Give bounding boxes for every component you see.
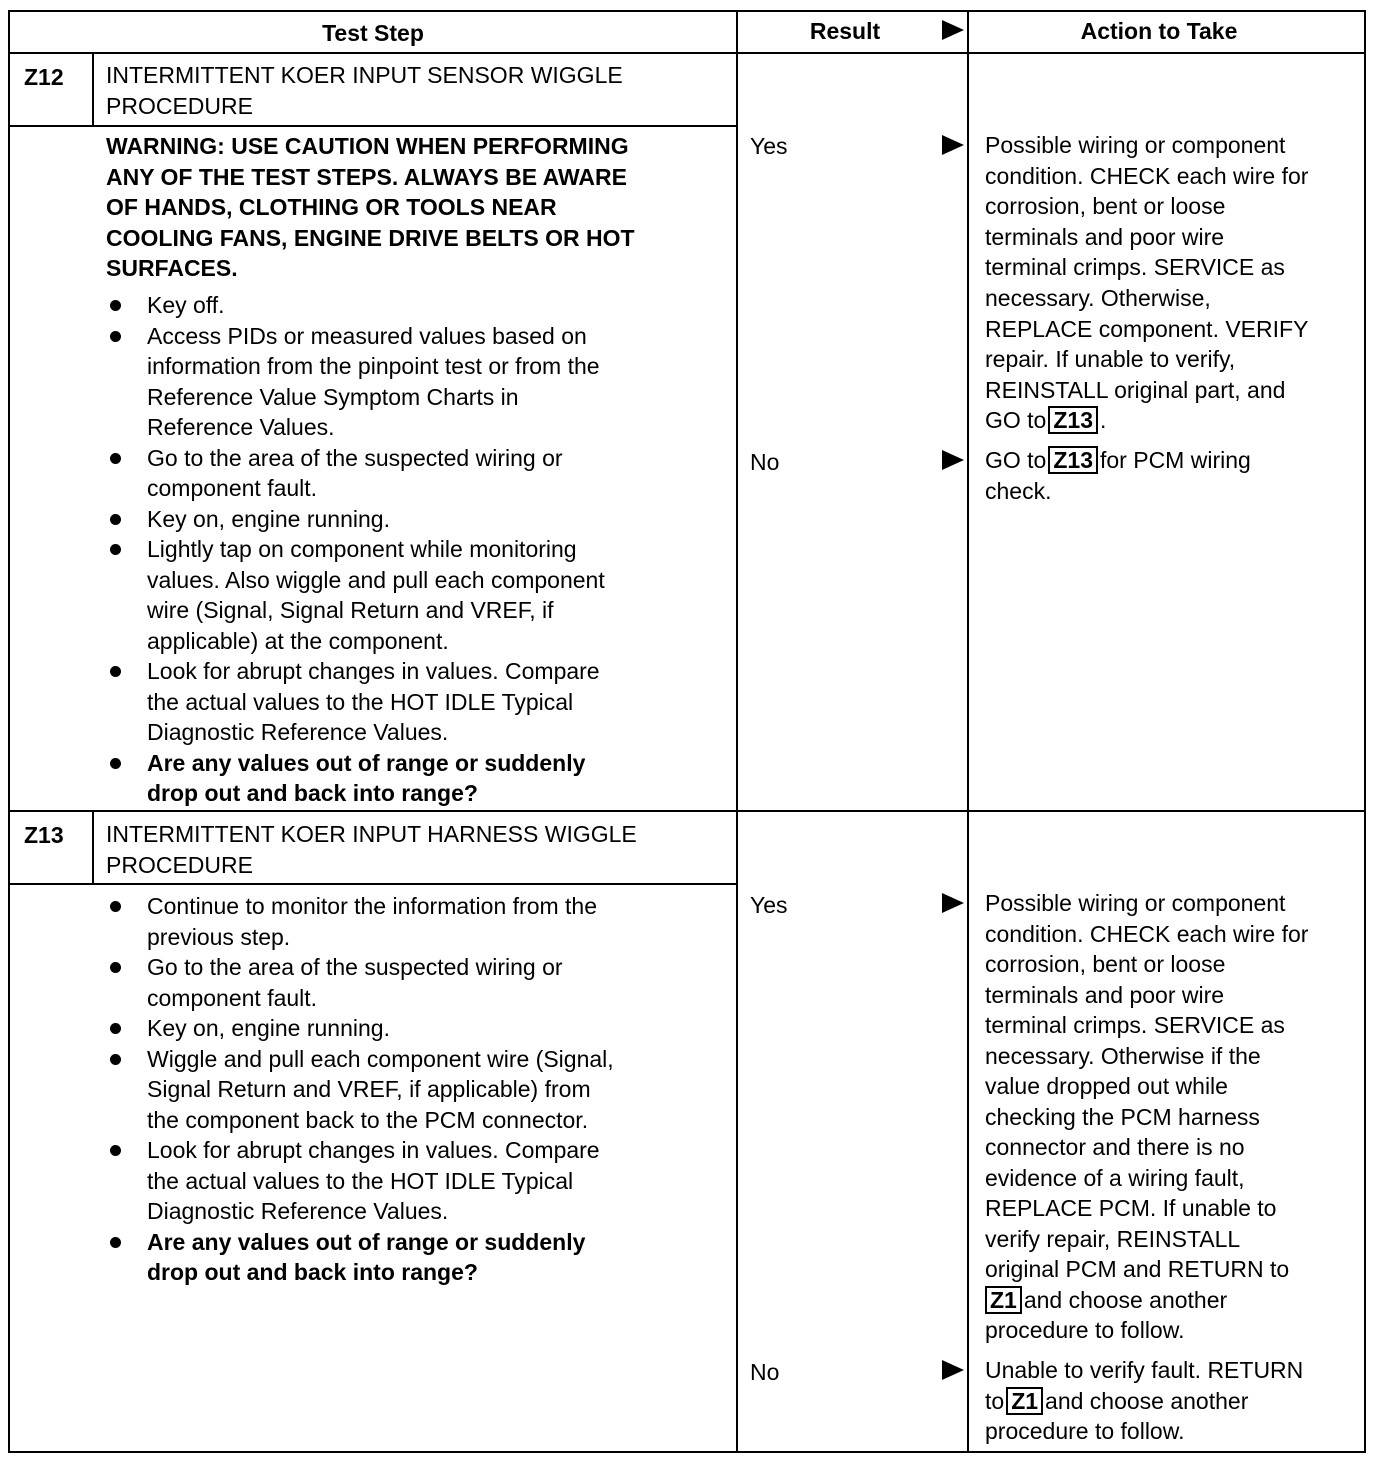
bullet-icon bbox=[110, 300, 121, 311]
header-test-step: Test Step bbox=[322, 20, 424, 46]
z12-result-no: No bbox=[750, 449, 780, 475]
z12-yes-goto-post: . bbox=[1100, 407, 1107, 433]
z13-title-line2: PROCEDURE bbox=[106, 852, 253, 878]
z12-no-action-post: for PCM wiring bbox=[1100, 447, 1251, 473]
text-line: checking the PCM harness bbox=[985, 1103, 1260, 1130]
bullet-text: component fault. bbox=[147, 984, 318, 1011]
z13-yes-arrow-icon bbox=[942, 893, 964, 913]
bullet-text: Key off. bbox=[147, 292, 225, 318]
text-line: evidence of a wiring fault, bbox=[985, 1164, 1245, 1191]
bullet-icon bbox=[110, 1237, 121, 1248]
bullet-text: previous step. bbox=[147, 923, 291, 950]
text-line: WARNING: USE CAUTION WHEN PERFORMING bbox=[106, 133, 629, 159]
text-line: necessary. Otherwise, bbox=[985, 285, 1211, 311]
step-id-z12: Z12 bbox=[24, 64, 64, 90]
bullet-text: Continue to monitor the information from the bbox=[147, 893, 598, 919]
z13-no-ref-z1[interactable]: Z1 bbox=[1006, 1387, 1043, 1415]
header-action: Action to Take bbox=[1080, 18, 1238, 44]
text-line: terminal crimps. SERVICE as bbox=[985, 254, 1285, 281]
text-line: verify repair, REINSTALL bbox=[985, 1225, 1241, 1252]
text-line: connector and there is no bbox=[985, 1134, 1245, 1160]
header-result: Result bbox=[809, 18, 881, 44]
text-line: ANY OF THE TEST STEPS. ALWAYS BE AWARE bbox=[106, 163, 627, 190]
z12-no-ref-z13[interactable]: Z13 bbox=[1048, 446, 1098, 474]
z13-yes-ref-line bbox=[983, 1285, 1227, 1316]
bullet-icon bbox=[110, 514, 121, 525]
text-line: value dropped out while bbox=[985, 1073, 1228, 1099]
z12-no-arrow-icon bbox=[942, 450, 964, 470]
bullet-text: Reference Value Symptom Charts in bbox=[147, 383, 519, 410]
z12-no-action-line1 bbox=[985, 445, 1251, 476]
bullet-icon bbox=[110, 758, 121, 769]
text-line: OF HANDS, CLOTHING OR TOOLS NEAR bbox=[106, 194, 557, 221]
bullet-text: Diagnostic Reference Values. bbox=[147, 719, 449, 745]
z13-result-yes: Yes bbox=[750, 892, 788, 918]
z13-yes-ref-z1[interactable]: Z1 bbox=[985, 1286, 1022, 1314]
bullet-text: Reference Values. bbox=[147, 414, 335, 440]
z12-title-line1: INTERMITTENT KOER INPUT SENSOR WIGGLE bbox=[106, 62, 623, 88]
bullet-text: Key on, engine running. bbox=[147, 505, 390, 532]
text-line: SURFACES. bbox=[106, 255, 238, 282]
z12-no-action-text: GO to bbox=[985, 447, 1047, 473]
text-line: Possible wiring or component bbox=[985, 890, 1286, 916]
z12-title-line2: PROCEDURE bbox=[106, 93, 253, 119]
z12-yes-ref-z13[interactable]: Z13 bbox=[1048, 406, 1098, 434]
text-line: Possible wiring or component bbox=[985, 132, 1286, 158]
bullet-text: information from the pinpoint test or from the bbox=[147, 353, 600, 379]
z12-result-yes: Yes bbox=[750, 133, 788, 159]
text-line: terminal crimps. SERVICE as bbox=[985, 1012, 1285, 1038]
text-line: condition. CHECK each wire for bbox=[985, 920, 1309, 947]
text-line: corrosion, bent or loose bbox=[985, 951, 1226, 977]
bullet-text: Lightly tap on component while monitoring bbox=[147, 536, 577, 562]
bullet-text: Look for abrupt changes in values. Compare bbox=[147, 1137, 600, 1163]
z13-no-ref-line bbox=[985, 1386, 1248, 1417]
bullet-text: wire (Signal, Signal Return and VREF, if bbox=[147, 597, 554, 623]
bullet-text: Diagnostic Reference Values. bbox=[147, 1198, 449, 1224]
z12-yes-arrow-icon bbox=[942, 135, 964, 155]
z12-no-action-line2: check. bbox=[985, 478, 1052, 504]
z13-title-line1: INTERMITTENT KOER INPUT HARNESS WIGGLE bbox=[106, 821, 637, 847]
bullet-text: applicable) at the component. bbox=[147, 627, 449, 654]
z12-yes-goto-text: GO to bbox=[985, 407, 1047, 433]
bullet-text: Wiggle and pull each component wire (Signal, bbox=[147, 1045, 614, 1072]
z13-yes-ref-post: and choose another bbox=[1023, 1287, 1228, 1313]
z13-yes-last: procedure to follow. bbox=[985, 1317, 1185, 1343]
bullet-icon bbox=[110, 962, 121, 973]
bullet-text: Go to the area of the suspected wiring or bbox=[147, 444, 563, 471]
bullet-text: Are any values out of range or suddenly bbox=[147, 749, 586, 776]
text-line: REPLACE PCM. If unable to bbox=[985, 1195, 1277, 1221]
bullet-text: Go to the area of the suspected wiring or bbox=[147, 954, 563, 980]
text-line: repair. If unable to verify, bbox=[985, 346, 1236, 373]
z12-yes-goto bbox=[985, 405, 1106, 436]
text-line: necessary. Otherwise if the bbox=[985, 1042, 1261, 1069]
text-line: terminals and poor wire bbox=[985, 223, 1225, 250]
bullet-icon bbox=[110, 331, 121, 342]
text-line: COOLING FANS, ENGINE DRIVE BELTS OR HOT bbox=[106, 224, 635, 251]
text-line: condition. CHECK each wire for bbox=[985, 162, 1309, 189]
bullet-icon bbox=[110, 544, 121, 555]
text-line: corrosion, bent or loose bbox=[985, 193, 1226, 220]
z13-no-arrow-icon bbox=[942, 1360, 964, 1380]
bullet-icon bbox=[110, 1054, 121, 1065]
text-line: terminals and poor wire bbox=[985, 981, 1225, 1008]
bullet-icon bbox=[110, 666, 121, 677]
bullet-text: Look for abrupt changes in values. Compare bbox=[147, 658, 600, 684]
bullet-icon bbox=[110, 901, 121, 912]
bullet-text: drop out and back into range? bbox=[147, 1259, 478, 1285]
bullet-icon bbox=[110, 453, 121, 464]
bullet-text: Are any values out of range or suddenly bbox=[147, 1228, 586, 1255]
bullet-text: component fault. bbox=[147, 475, 318, 501]
bullet-icon bbox=[110, 1145, 121, 1156]
bullet-text: Key on, engine running. bbox=[147, 1015, 390, 1041]
bullet-text: values. Also wiggle and pull each component bbox=[147, 566, 605, 593]
bullet-text: the actual values to the HOT IDLE Typical bbox=[147, 1167, 574, 1194]
bullet-icon bbox=[110, 1023, 121, 1034]
step-id-z13: Z13 bbox=[24, 822, 64, 848]
z13-no-post: and choose another bbox=[1045, 1388, 1249, 1414]
bullet-text: Access PIDs or measured values based on bbox=[147, 322, 587, 349]
z13-no-last: procedure to follow. bbox=[985, 1418, 1185, 1444]
z13-no-pre: to bbox=[985, 1388, 1005, 1414]
text-line: original PCM and RETURN to bbox=[985, 1256, 1290, 1282]
bullet-text: drop out and back into range? bbox=[147, 780, 478, 806]
bullet-text: Signal Return and VREF, if applicable) from bbox=[147, 1076, 591, 1102]
text-line: REINSTALL original part, and bbox=[985, 376, 1286, 403]
text-line: REPLACE component. VERIFY bbox=[985, 315, 1309, 342]
z13-no-action-line1: Unable to verify fault. RETURN bbox=[985, 1357, 1304, 1383]
bullet-text: the component back to the PCM connector. bbox=[147, 1106, 589, 1133]
z13-result-no: No bbox=[750, 1359, 780, 1385]
bullet-text: the actual values to the HOT IDLE Typical bbox=[147, 688, 574, 715]
header-arrow-icon bbox=[942, 20, 964, 40]
